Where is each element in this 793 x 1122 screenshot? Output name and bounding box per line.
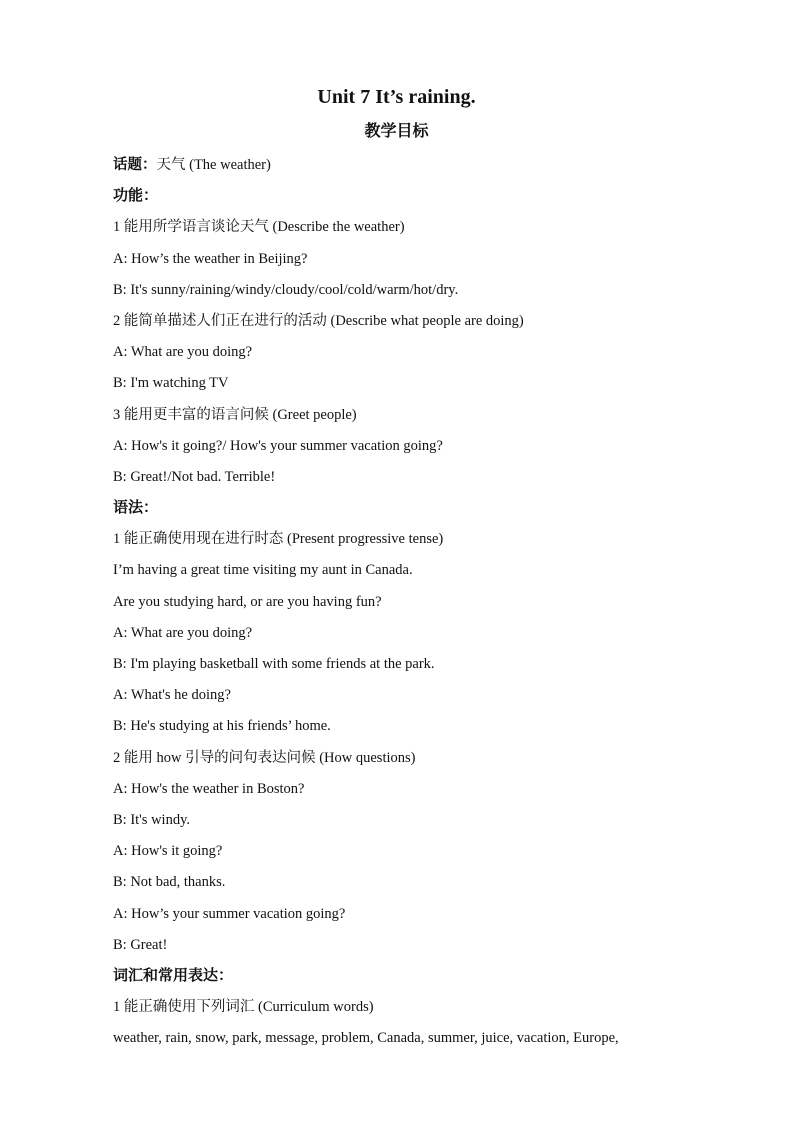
body-line: A: How’s the weather in Beijing? — [113, 250, 308, 267]
body-line: B: Great!/Not bad. Terrible! — [113, 468, 276, 485]
body-line: B: He's studying at his friends’ home. — [113, 718, 331, 735]
body-line: 2 能用 how 引导的问句表达问候 (How questions) — [113, 749, 416, 766]
body-line: A: What are you doing? — [113, 624, 253, 641]
body-line: 1 能正确使用下列词汇 (Curriculum words) — [113, 999, 374, 1016]
body-line: B: Great! — [113, 936, 168, 953]
body-line: A: How's it going? — [113, 843, 223, 860]
body-line: A: How’s your summer vacation going? — [113, 905, 346, 922]
document-title: Unit 7 It’s raining. — [317, 86, 476, 108]
section-heading: 语法： — [113, 500, 159, 517]
document-body — [113, 152, 713, 1056]
body-line: 话题：天气 (The weather) — [113, 157, 271, 173]
body-line: 1 能正确使用现在进行时态 (Present progressive tense) — [113, 531, 444, 548]
document-subtitle: 教学目标 — [364, 123, 429, 140]
body-line: 2 能简单描述人们正在进行的活动 (Describe what people are doing) — [113, 312, 524, 329]
body-line: Are you studying hard, or are you having fun? — [113, 593, 382, 610]
body-line: 3 能用更丰富的语言问候 (Greet people) — [113, 406, 357, 423]
body-line: B: It's sunny/raining/windy/cloudy/cool/cold/warm/hot/dry. — [113, 281, 459, 298]
body-line: weather, rain, snow, park, message, problem, Canada, summer, juice, vacation, Europe, — [113, 1030, 619, 1047]
body-line: 1 能用所学语言谈论天气 (Describe the weather) — [113, 219, 405, 236]
body-line: B: I'm watching TV — [113, 375, 229, 392]
body-line: B: I'm playing basketball with some friends at the park. — [113, 656, 435, 672]
section-heading: 功能： — [113, 188, 159, 205]
body-line: A: How's it going?/ How's your summer vacation going? — [113, 437, 443, 454]
section-heading: 词汇和常用表达： — [113, 967, 234, 984]
body-line: A: What's he doing? — [113, 687, 231, 704]
body-line: A: How's the weather in Boston? — [113, 780, 305, 797]
body-line: B: Not bad, thanks. — [113, 874, 226, 891]
body-line: B: It's windy. — [113, 811, 190, 828]
body-line: I’m having a great time visiting my aunt in Canada. — [113, 562, 413, 579]
body-line: A: What are you doing? — [113, 344, 253, 361]
